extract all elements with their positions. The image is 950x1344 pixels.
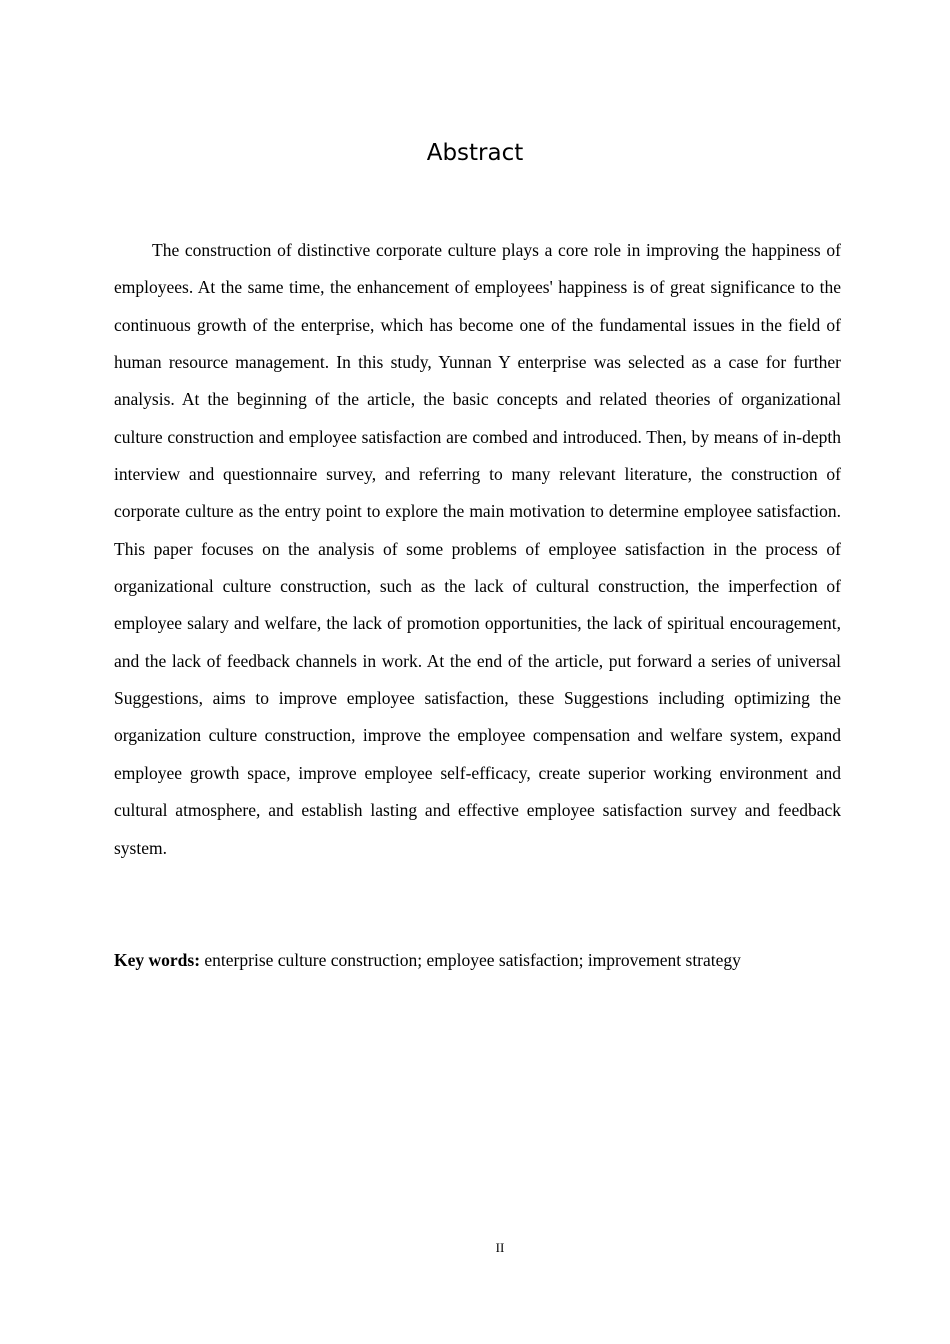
keywords-line bbox=[114, 942, 841, 979]
page-title: Abstract bbox=[426, 140, 524, 166]
abstract-body: The construction of distinctive corporate culture plays a core role in improving the happiness of employees. At the same time, the enhancement of employees' happiness is of great significance to the continuous growth of the enterprise, which has become one of the fundamental issues in the field of human resource management. In this study, Yunnan Y enterprise was selected as a case for further analysis. At the beginning of the article, the basic concepts and related theories of organizational culture construction and employee satisfaction are combed and introduced. Then, by means of in-depth interview and questionnaire survey, and referring to many relevant literature, the construction of corporate culture as the entry point to explore the main motivation to determine employee satisfaction. This paper focuses on the analysis of some problems of employee satisfaction in the process of organizational culture construction, such as the lack of cultural construction, the imperfection of employee salary and welfare, the lack of promotion opportunities, the lack of spiritual encouragement, and the lack of feedback channels in work. At the end of the article, put forward a series of universal Suggestions, aims to improve employee satisfaction, these Suggestions including optimizing the organization culture construction, improve the employee compensation and welfare system, expand employee growth space, improve employee self-efficacy, create superior working environment and cultural atmosphere, and establish lasting and effective employee satisfaction survey and feedback system. bbox=[114, 240, 841, 858]
keywords-label: Key words: bbox=[114, 950, 201, 970]
keywords-text: enterprise culture construction; employee satisfaction; improvement strategy bbox=[200, 950, 741, 970]
page-number: II bbox=[495, 1240, 505, 1255]
